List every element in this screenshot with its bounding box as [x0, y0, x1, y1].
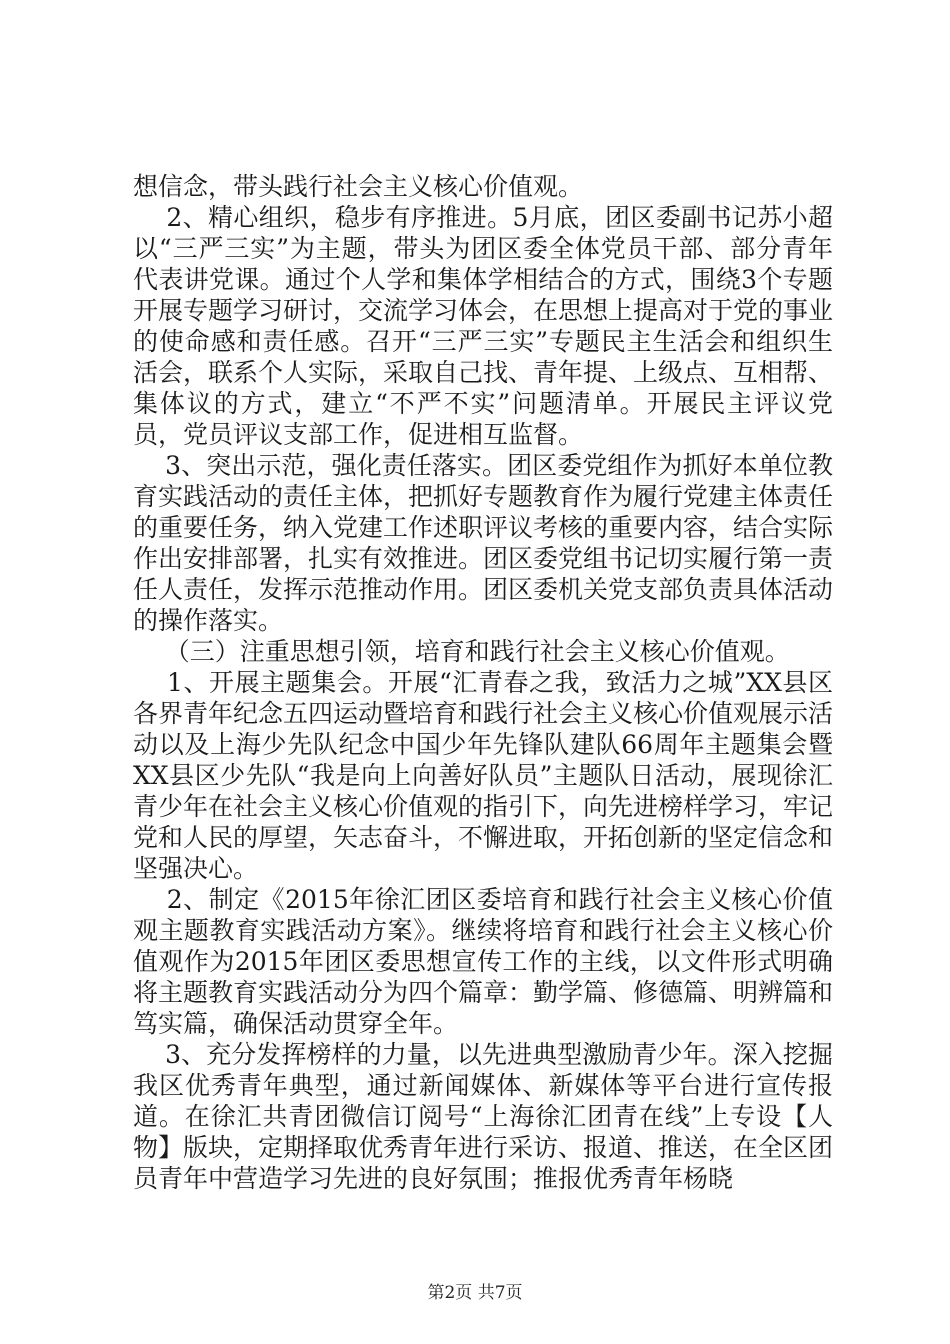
paragraph-6: 3、充分发挥榜样的力量，以先进典型激励青少年。深入挖掘我区优秀青年典型，通过新闻媒体、新媒体等平台进行宣传报道。在徐汇共青团微信订阅号“上海徐汇团青在线”上专设【人物】版块，定期择取优秀青年进行采访、报道、推送，在全区团员青年中营造学习先进的良好氛围；推报优秀青年杨晓 [133, 1040, 834, 1193]
paragraph-4: 1、开展主题集会。开展“汇青春之我，致活力之城”XX县区各界青年纪念五四运动暨培育和践行社会主义核心价值观展示活动以及上海少先队纪念中国少年先锋队建队66周年主题集会暨XX县区少先队“我是向上向善好队员”主题队日活动，展现徐汇青少年在社会主义核心价值观的指引下，向先进榜样学习，牢记党和人民的厚望，矢志奋斗，不懈进取，开拓创新的坚定信念和坚强决心。 [133, 668, 834, 883]
section-heading: （三）注重思想引领，培育和践行社会主义核心价值观。 [133, 637, 790, 666]
paragraph-1: 想信念，带头践行社会主义核心价值观。 [133, 172, 584, 201]
paragraph-3: 3、突出示范，强化责任落实。团区委党组作为抓好本单位教育实践活动的责任主体，把抓好专题教育作为履行党建主体责任的重要任务，纳入党建工作述职评议考核的重要内容，结合实际作出安排部署，扎实有效推进。团区委党组书记切实履行第一责任人责任，发挥示范推动作用。团区委机关党支部负责具体活动的操作落实。 [133, 451, 834, 635]
document-body [133, 171, 833, 1194]
page-footer: 第2页 共7页 [427, 1283, 523, 1303]
paragraph-5: 2、制定《2015年徐汇团区委培育和践行社会主义核心价值观主题教育实践活动方案》。继续将培育和践行社会主义核心价值观作为2015年团区委思想宣传工作的主线，以文件形式明确将主题教育实践活动分为四个篇章：勤学篇、修德篇、明辨篇和笃实篇，确保活动贯穿全年。 [133, 885, 834, 1038]
paragraph-2: 2、精心组织，稳步有序推进。5月底，团区委副书记苏小超以“三严三实”为主题，带头为团区委全体党员干部、部分青年代表讲党课。通过个人学和集体学相结合的方式，围绕3个专题开展专题学习研讨，交流学习体会，在思想上提高对于党的事业的使命感和责任感。召开“三严三实”专题民主生活会和组织生活会，联系个人实际，采取自己找、青年提、上级点、互相帮、集体议的方式，建立“不严不实”问题清单。开展民主评议党员，党员评议支部工作，促进相互监督。 [133, 203, 834, 449]
